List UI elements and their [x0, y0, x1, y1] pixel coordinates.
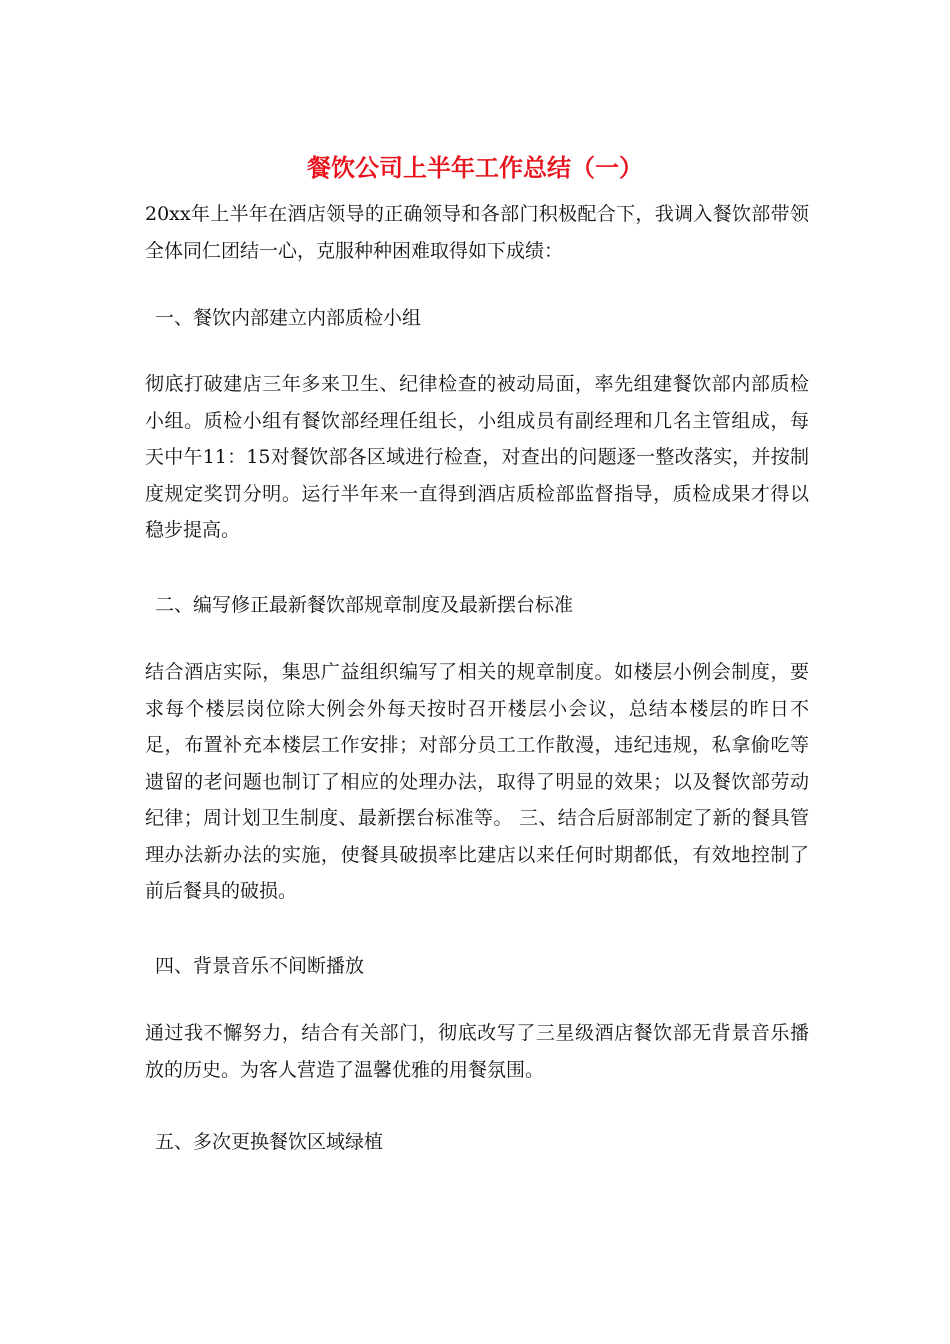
document-title: 餐饮公司上半年工作总结（一）	[307, 154, 643, 182]
section-heading-4: 四、背景音乐不间断播放	[155, 955, 365, 977]
section-heading-2: 二、编写修正最新餐饮部规章制度及最新摆台标准	[155, 594, 574, 616]
section-heading-5: 五、多次更换餐饮区域绿植	[155, 1131, 384, 1153]
section-body-2: 结合酒店实际，集思广益组织编写了相关的规章制度。如楼层小例会制度，要求每个楼层岗位除大例会外每天按时召开楼层小会议，总结本楼层的昨日不足，布置补充本楼层工作安排；对部分员工工作散漫，违纪违规，私拿偷吃等遗留的老问题也制订了相应的处理办法，取得了明显的效果；以及餐饮部劳动纪律；周计划卫生制度、最新摆台标准等。 三、结合后厨部制定了新的餐具管理办法新办法的实施，使餐具破损率比建店以来任何时期都低，有效地控制了前后餐具的破损。	[145, 661, 809, 902]
section-heading-1: 一、餐饮内部建立内部质检小组	[155, 307, 422, 329]
intro-paragraph: 20xx年上半年在酒店领导的正确领导和各部门积极配合下，我调入餐饮部带领全体同仁团结一心，克服种种困难取得如下成绩：	[145, 203, 809, 262]
section-body-4: 通过我不懈努力，结合有关部门，彻底改写了三星级酒店餐饮部无背景音乐播放的历史。为客人营造了温馨优雅的用餐氛围。	[145, 1022, 809, 1081]
section-body-1: 彻底打破建店三年多来卫生、纪律检查的被动局面，率先组建餐饮部内部质检小组。质检小组有餐饮部经理任组长，小组成员有副经理和几名主管组成，每天中午11：15对餐饮部各区域进行检查，对查出的问题逐一整改落实，并按制度规定奖罚分明。运行半年来一直得到酒店质检部监督指导，质检成果才得以稳步提高。	[145, 373, 809, 541]
